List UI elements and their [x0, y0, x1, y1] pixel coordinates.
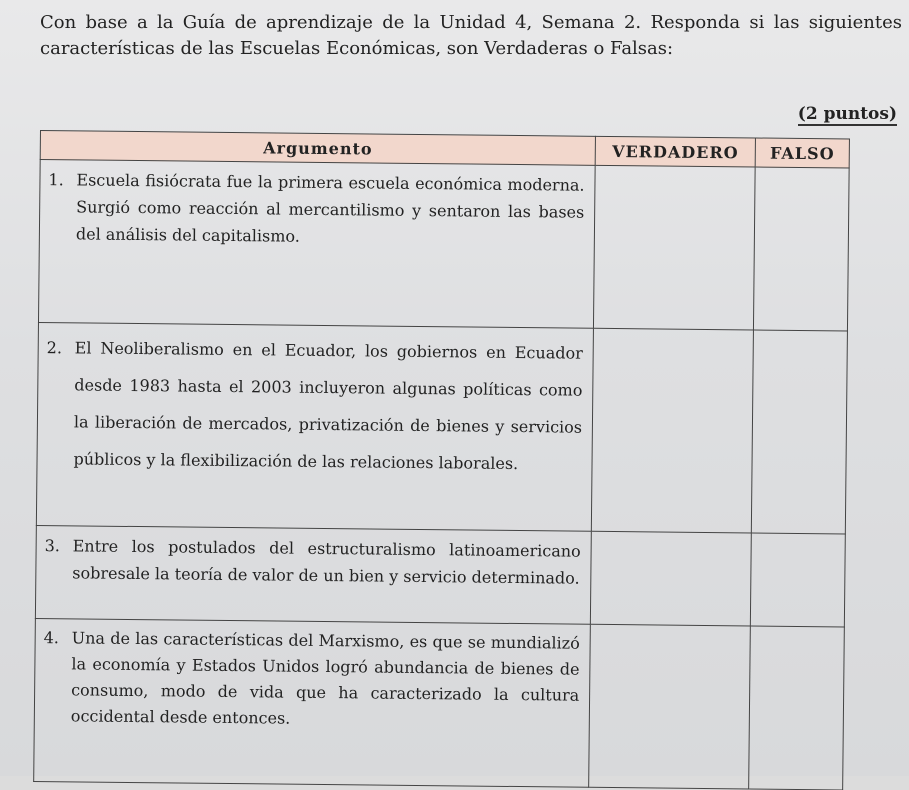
- points-value: (2 puntos): [797, 104, 897, 124]
- item-text: Entre los postulados del estructuralismo latinoamericano sobresale la teoría de valor de un bien y servicio determinado.: [72, 536, 581, 588]
- table-row: [35, 525, 845, 626]
- header-argument: Argumento: [40, 131, 595, 166]
- argument-cell: [36, 322, 593, 531]
- table-row: [38, 160, 849, 331]
- item-number: 1.: [48, 170, 64, 190]
- false-answer-cell[interactable]: [749, 626, 845, 790]
- true-answer-cell[interactable]: [589, 624, 751, 789]
- true-answer-cell[interactable]: [590, 531, 751, 626]
- item-text: Una de las características del Marxismo, es que se mundializó la economía y Estados Unidos logró abundancia de bienes de consumo, modo de vida que ha caracterizado la cultura occidental desde entonces.: [70, 628, 580, 728]
- false-answer-cell[interactable]: [751, 330, 847, 534]
- table-row: [34, 618, 845, 789]
- argument-cell: [38, 160, 595, 329]
- item-text: Escuela fisiócrata fue la primera escuela económica moderna. Surgió como reacción al mercantilismo y sentaron las bases del análisis del capitalismo.: [75, 170, 585, 246]
- false-answer-cell[interactable]: [753, 167, 849, 331]
- item-number: 3.: [44, 536, 61, 556]
- true-answer-cell[interactable]: [591, 328, 753, 533]
- true-false-table: [33, 130, 850, 790]
- true-answer-cell[interactable]: [594, 165, 756, 330]
- argument-cell: [35, 525, 591, 624]
- false-answer-cell[interactable]: [750, 533, 845, 627]
- argument-cell: [34, 618, 591, 787]
- table-row: [36, 322, 847, 533]
- item-text: El Neoliberalismo en el Ecuador, los gobiernos en Ecuador desde 1983 hasta el 2003 incluyeron algunas políticas como la liberación de mercados, privatización de bienes y servicios públicos y la flexibilización de las relaciones laborales.: [73, 338, 583, 474]
- header-false: FALSO: [755, 138, 849, 168]
- item-number: 4.: [43, 628, 60, 648]
- points-label: [798, 104, 897, 124]
- instructions-text: Con base a la Guía de aprendizaje de la Unidad 4, Semana 2. Responda si las siguientes características de las Escuelas Económicas, son Verdaderas o Falsas:: [40, 12, 902, 59]
- item-number: 2.: [46, 338, 63, 358]
- header-true: VERDADERO: [595, 136, 755, 167]
